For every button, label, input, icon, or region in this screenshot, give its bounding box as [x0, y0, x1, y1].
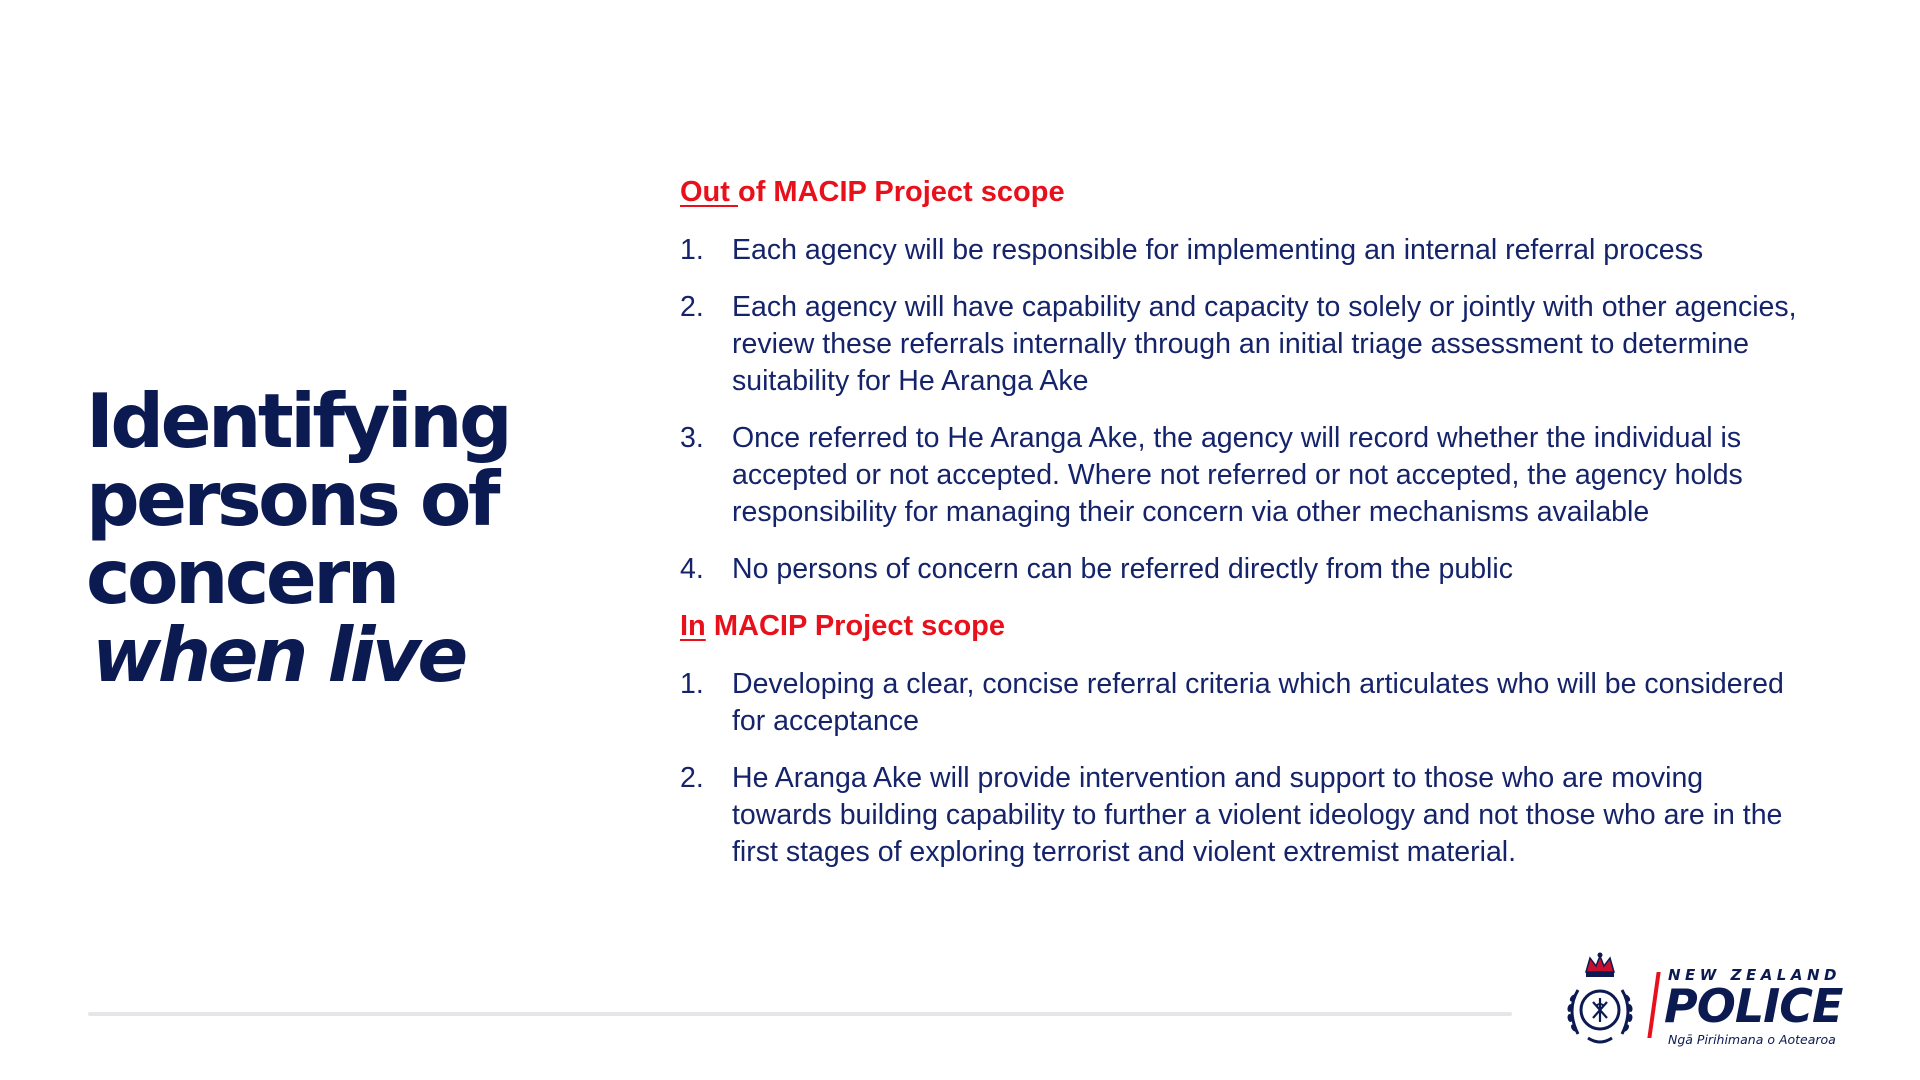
- title-line-4: when live: [92, 611, 465, 699]
- in-scope-list: [680, 666, 1800, 871]
- list-item-text: No persons of concern can be referred directly from the public: [732, 553, 1513, 585]
- list-item-number: 1.: [680, 234, 704, 266]
- in-scope-heading: [680, 608, 1800, 644]
- list-item: [680, 420, 1800, 531]
- out-of-scope-heading-rest: of MACIP Project scope: [738, 176, 1065, 208]
- list-item-text: Each agency will have capability and capacity to solely or jointly with other agencies, review these referrals internally through an initial triage assessment to determine suitability for He Aranga Ake: [732, 291, 1797, 397]
- police-crest-icon: [1560, 950, 1640, 1050]
- list-item-number: 3.: [680, 422, 704, 454]
- list-item-text: Once referred to He Aranga Ake, the agency will record whether the individual is accepted or not accepted. Where not referred or not accepted, the agency holds responsibility for managing their concern via other mechanisms available: [732, 422, 1743, 528]
- out-of-scope-heading-underlined: Out: [680, 176, 738, 208]
- title-line-2: persons of: [86, 455, 498, 543]
- list-item-number: 1.: [680, 668, 704, 700]
- slide-title: [86, 377, 546, 699]
- list-item-number: 4.: [680, 553, 704, 585]
- title-line-1: Identifying: [86, 377, 510, 465]
- list-item: [680, 551, 1800, 588]
- list-item-text: He Aranga Ake will provide intervention and support to those who are moving towards building capability to further a violent ideology and not those who are in the first stages of exploring terrorist and violent extremist material.: [732, 762, 1783, 868]
- logo-tagline: Ngā Pirihimana o Aotearoa: [1668, 1032, 1836, 1047]
- list-item-text: Each agency will be responsible for implementing an internal referral process: [732, 234, 1704, 266]
- list-item-number: 2.: [680, 762, 704, 794]
- police-logo: [1560, 950, 1860, 1050]
- title-line-3: concern: [86, 533, 397, 621]
- in-scope-heading-rest: MACIP Project scope: [705, 610, 1005, 642]
- logo-name: POLICE: [1664, 979, 1843, 1033]
- list-item: [680, 760, 1800, 871]
- out-of-scope-list: [680, 232, 1800, 588]
- list-item-text: Developing a clear, concise referral criteria which articulates who will be considered for acceptance: [732, 668, 1784, 737]
- list-item: [680, 666, 1800, 740]
- footer-divider: [88, 1012, 1512, 1016]
- logo-country: NEW ZEALAND: [1668, 966, 1841, 984]
- slide-content: [680, 174, 1800, 891]
- list-item-number: 2.: [680, 291, 704, 323]
- in-scope-heading-underlined: In: [680, 610, 706, 642]
- logo-divider: [1647, 972, 1660, 1038]
- list-item: [680, 232, 1800, 269]
- list-item: [680, 289, 1800, 400]
- out-of-scope-heading: [680, 174, 1800, 210]
